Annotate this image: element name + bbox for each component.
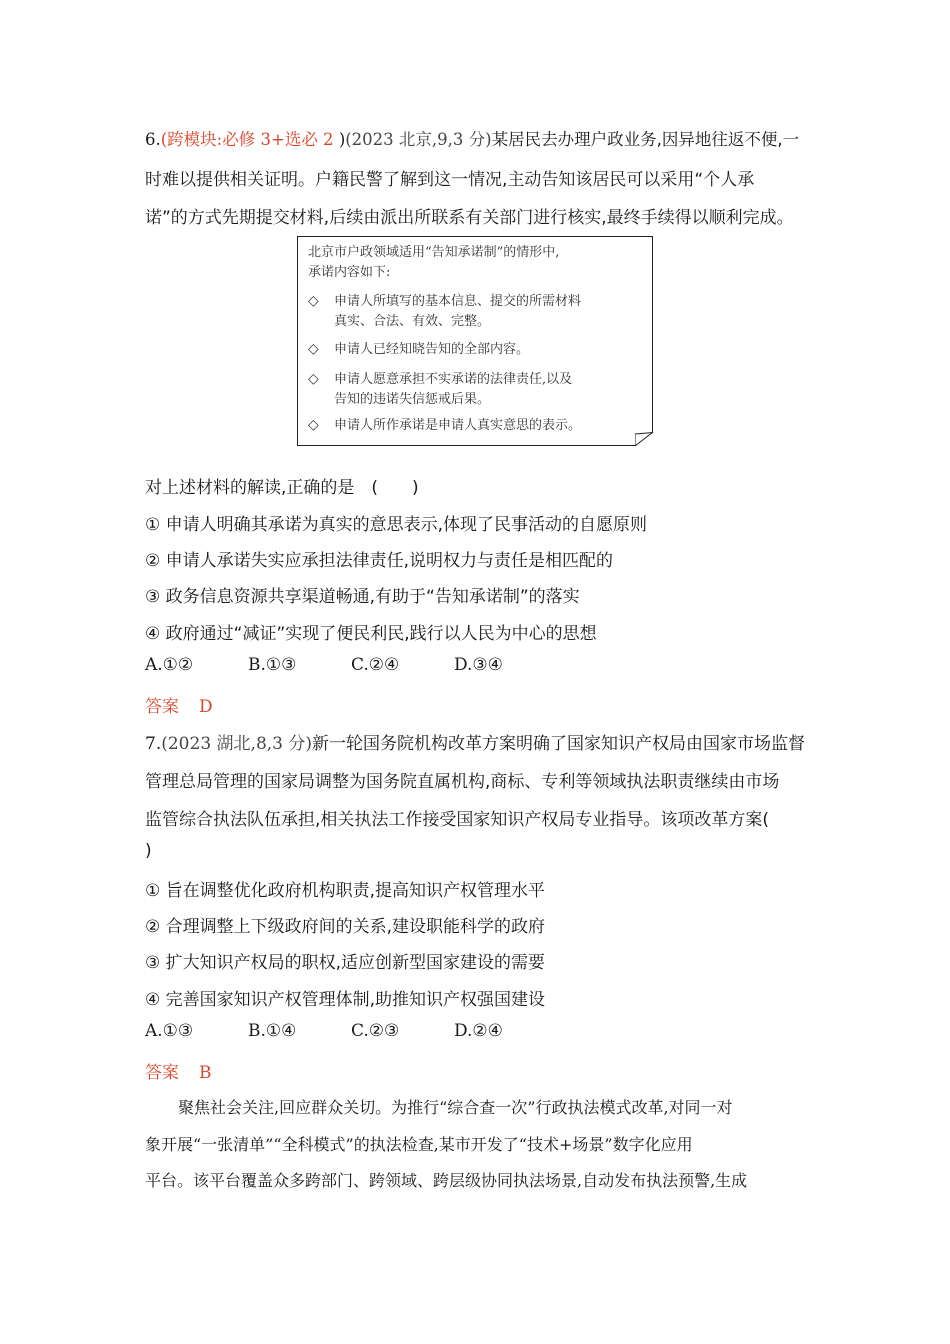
q7-number: 7. [145,734,162,754]
q6-module-tag: (跨模块:必修 3+选必 2 [160,130,339,149]
q7-answer-value: B [199,1063,212,1083]
note-intro-1: 北京市户政领域适用“告知承诺制”的情形中, [308,245,560,260]
q7-statement-3: ③ 扩大知识产权局的职权,适应创新型国家建设的需要 [145,953,546,973]
q7-answer-label: 答案 [145,1063,179,1083]
q6-source: (2023 北京,9,3 分) [345,130,492,149]
q7-line-2: 管理总局管理的国家局调整为国务院直属机构,商标、专利等领域执法职责继续由市场 [145,772,780,792]
note-item-1a: 申请人所填写的基本信息、提交的所需材料 [334,294,582,309]
q6-option-b: B.①③ [248,655,297,675]
q7-options [145,1021,810,1041]
q7-option-b: B.①④ [248,1021,297,1041]
passage-line-3: 平台。该平台覆盖众多跨部门、跨领域、跨层级协同执法场景,自动发布执法预警,生成 [145,1171,748,1190]
note-item-3a: 申请人愿意承担不实承诺的法律责任,以及 [334,372,573,387]
note-item-4a: 申请人所作承诺是申请人真实意思的表示。 [334,418,582,433]
q7-answer [145,1058,810,1083]
q7-line-4: ) [145,841,152,861]
q6-statement-2: ② 申请人承诺失实应承担法律责任,说明权力与责任是相匹配的 [145,551,614,571]
q6-statement-4: ④ 政府通过“减证”实现了便民利民,践行以人民为中心的思想 [145,624,597,644]
passage-line-1: 聚焦社会关注,回应群众关切。为推行“综合查一次”行政执法模式改革,对同一对 [178,1098,733,1117]
commitment-note-box [297,236,653,446]
q6-option-c: C.②④ [351,655,400,675]
q7-option-d: D.②④ [454,1021,503,1041]
q6-answer [145,692,810,717]
q7-line-1 [145,729,810,754]
note-item-3b: 告知的违诺失信惩戒后果。 [334,392,491,407]
note-diamond-icon: ◇ [308,417,319,433]
note-item-2a: 申请人已经知晓告知的全部内容。 [334,342,530,357]
note-item-1b: 真实、合法、有效、完整。 [334,314,491,329]
q6-answer-value: D [199,697,213,717]
note-diamond-icon: ◇ [308,341,319,357]
q6-stem-text-1: 某居民去办理户政业务,因异地往返不便,一 [491,130,800,149]
q6-line-1 [145,126,810,150]
q6-tag-close: ) [338,130,346,149]
note-diamond-icon: ◇ [308,371,319,387]
note-intro-2: 承诺内容如下: [308,265,391,280]
q6-number: 6. [145,130,161,149]
q7-stem-text-1: 新一轮国务院机构改革方案明确了国家知识产权局由国家市场监督 [312,734,806,754]
q6-option-a: A.①② [145,655,194,675]
q7-option-c: C.②③ [351,1021,400,1041]
q6-statement-1: ① 申请人明确其承诺为真实的意思表示,体现了民事活动的自愿原则 [145,515,648,535]
note-diamond-icon: ◇ [308,293,319,309]
q6-line-2: 时难以提供相关证明。户籍民警了解到这一情况,主动告知该居民可以采用“个人承 [145,170,755,190]
q6-line-3: 诺”的方式先期提交材料,后续由派出所联系有关部门进行核实,最终手续得以顺利完成。 [145,208,794,228]
q7-statement-1: ① 旨在调整优化政府机构职责,提高知识产权管理水平 [145,881,546,901]
q7-statement-2: ② 合理调整上下级政府间的关系,建设职能科学的政府 [145,917,546,937]
q7-option-a: A.①③ [145,1021,194,1041]
q6-question-stem: 对上述材料的解读,正确的是 ( ) [145,478,419,498]
q6-option-d: D.③④ [454,655,503,675]
q6-options [145,655,810,675]
note-fold-corner [635,432,653,446]
q7-statement-4: ④ 完善国家知识产权管理体制,助推知识产权强国建设 [145,990,546,1010]
q6-answer-label: 答案 [145,697,179,717]
passage-line-2: 象开展“一张清单”“全科模式”的执法检查,某市开发了“技术+场景”数字化应用 [145,1135,693,1154]
q7-source: (2023 湖北,8,3 分) [161,734,313,754]
q6-statement-3: ③ 政务信息资源共享渠道畅通,有助于“告知承诺制”的落实 [145,587,580,607]
q7-line-3: 监管综合执法队伍承担,相关执法工作接受国家知识产权局专业指导。该项改革方案( [145,810,770,830]
